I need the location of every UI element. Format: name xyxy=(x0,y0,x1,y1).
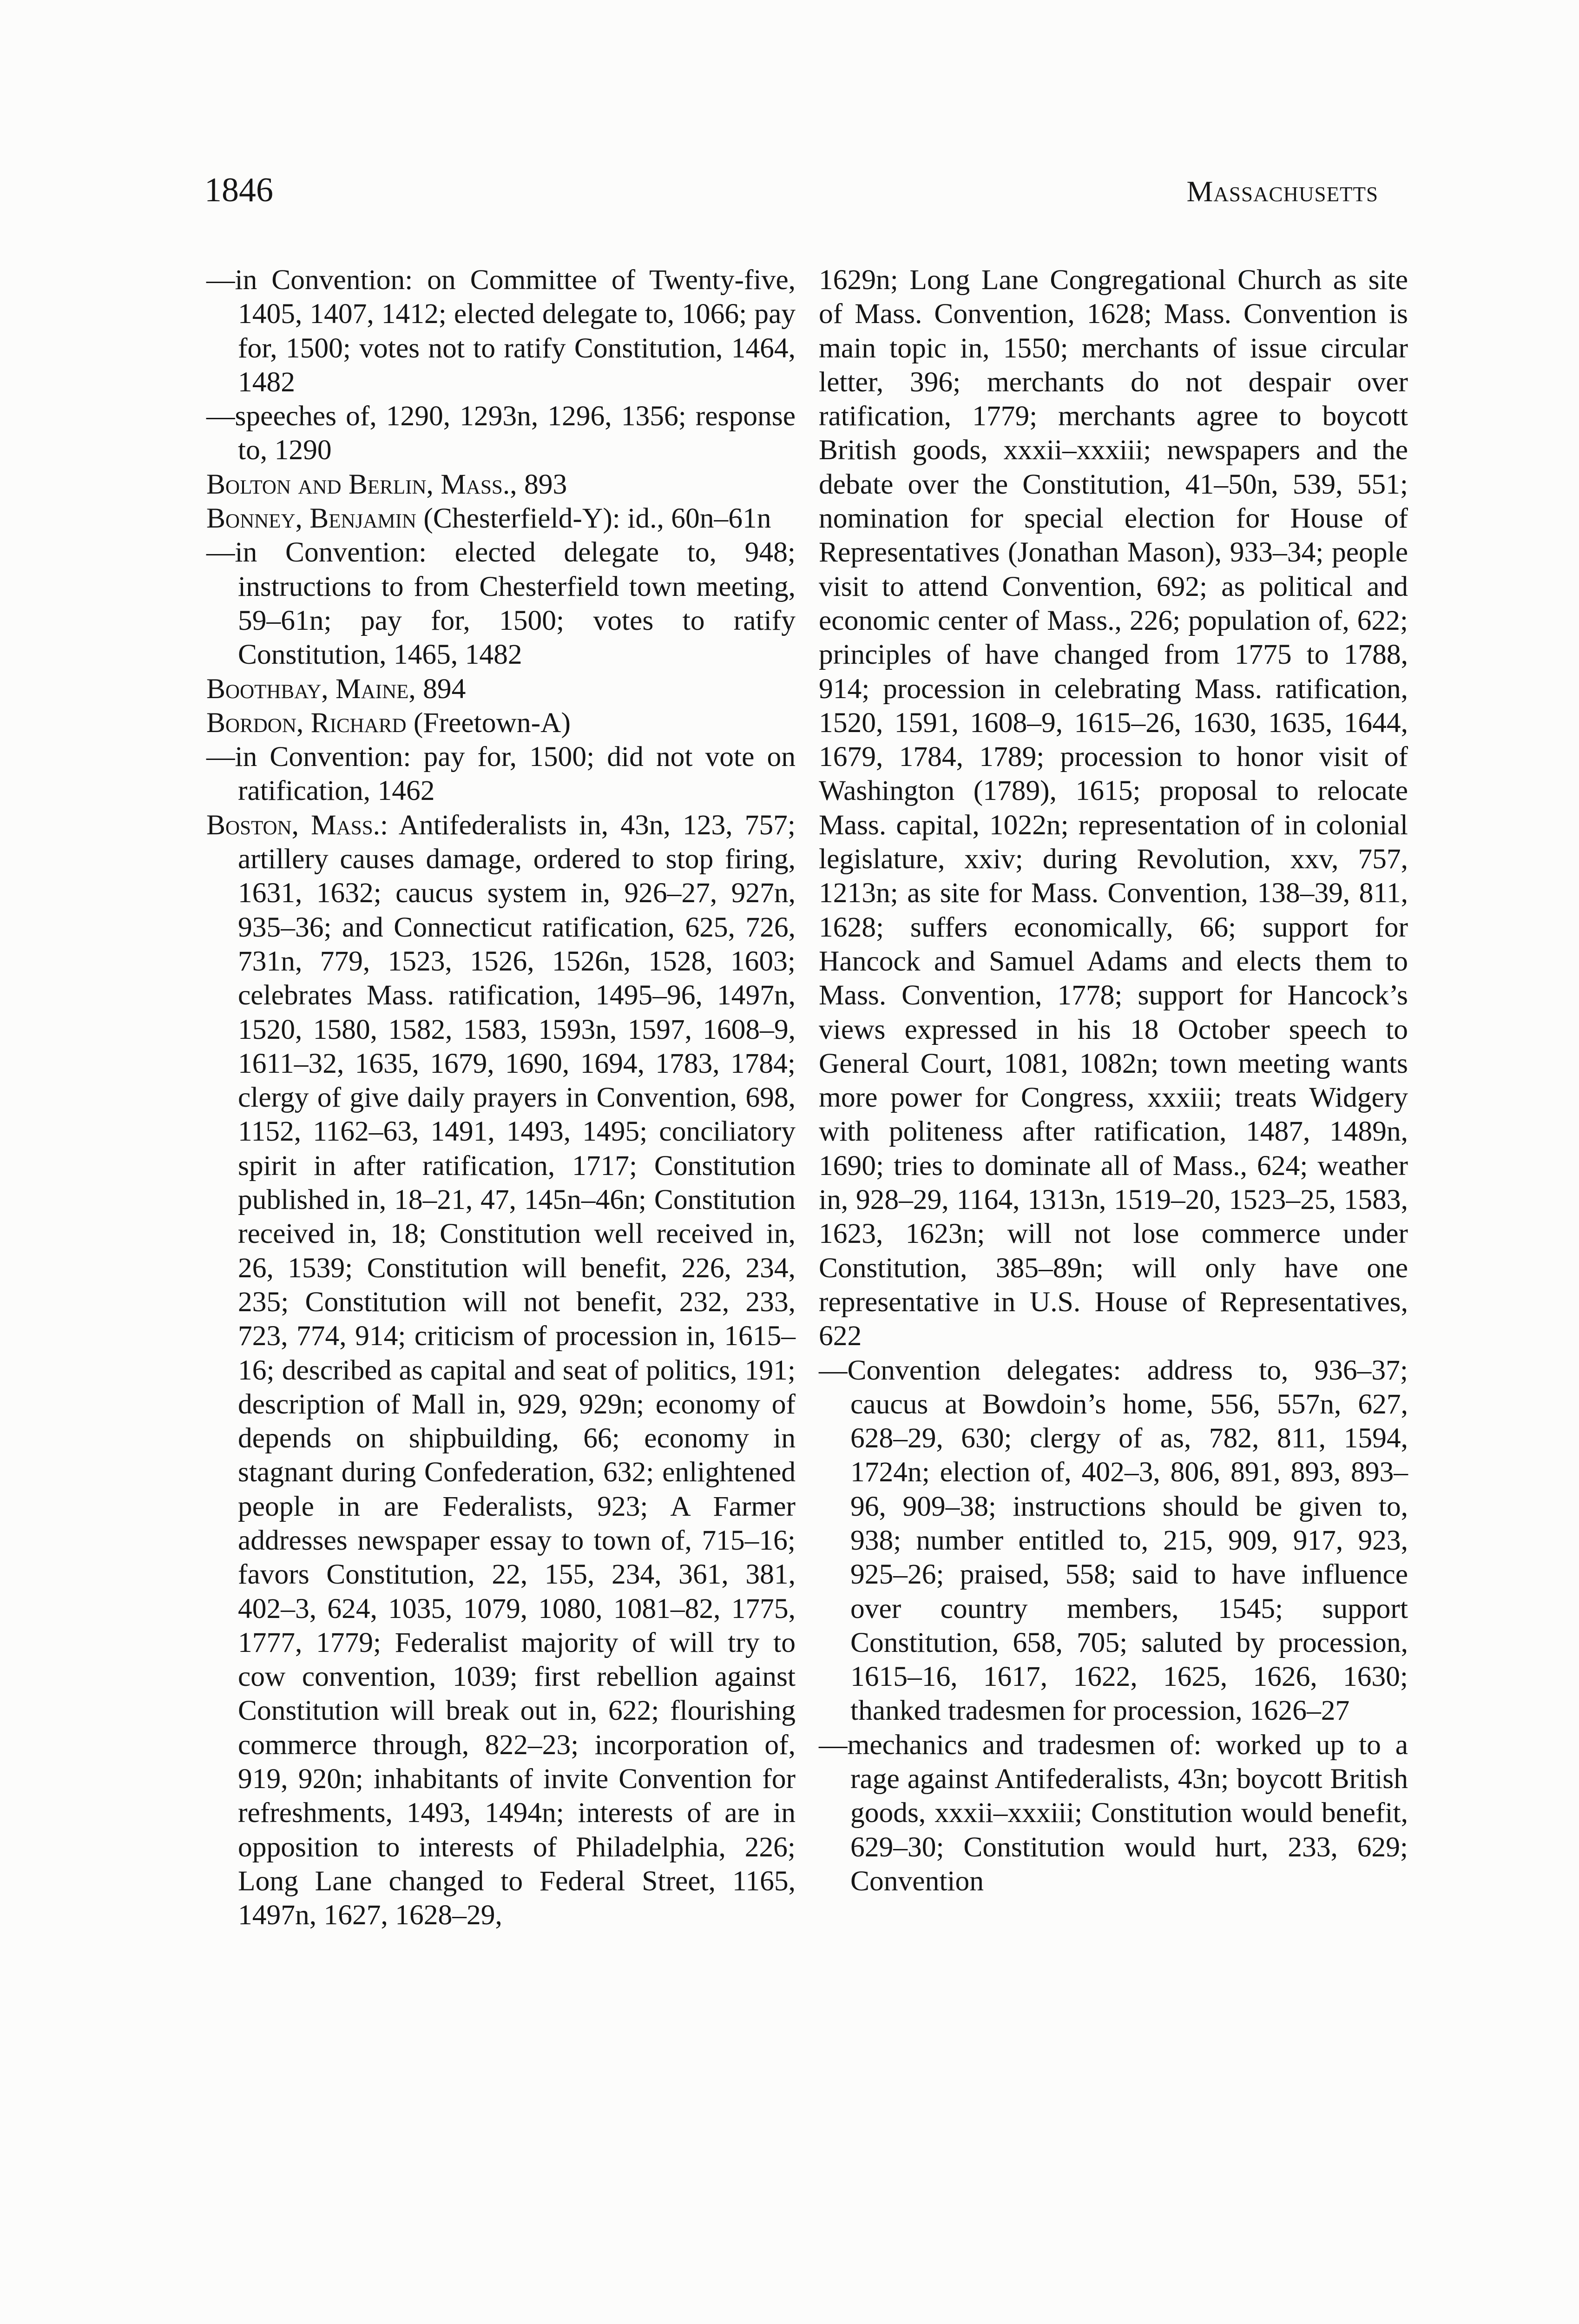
index-subentry: —in Convention: pay for, 1500; did not vote on ratification, 1462 xyxy=(206,741,796,807)
index-entry-text: (Freetown-A) xyxy=(406,706,571,739)
index-entry-text: Antifederalists in, 43n, 123, 757; artillery causes damage, ordered to stop firing, 1631, 1632; caucus system in, 926–27, 927n, 935–36; and Connecticut ratification, 625, 726, 731n, 779, 1523, 1526, 1526n, 1528, 1603; celebrates Mass. ratification, 1495–96, 1497n, 1520, 1580, 1582, 1583, 1593n, 1597, 1608–9, 1611–32, 1635, 1679, 1690, 1694, 1783, 1784; clergy of give daily prayers in Convention, 698, 1152, 1162–63, 1491, 1493, 1495; conciliatory spirit in after ratification, 1717; Constitution published in, 18–21, 47, 145n–46n; Constitution received in, 18; Constitution well received in, 26, 1539; Constitution will benefit, 226, 234, 235; Constitution will not benefit, 232, 233, 723, 774, 914; criticism of procession in, 1615–16; described as capital and seat of politics, 191; description of Mall in, 929, 929n; economy of depends on shipbuilding, 66; economy in stagnant during Confederation, 632; enlightened people in are Federalists, 923; A Farmer addresses newspaper essay to town of, 715–16; favors Constitution, 22, 155, 234, 361, 381, 402–3, 624, 1035, 1079, 1080, 1081–82, 1775, 1777, 1779; Federalist majority of will try to cow convention, 1039; first rebellion against Constitution will break out in, 622; flourishing commerce through, 822–23; incorporation of, 919, 920n; inhabitants of invite Convention for refreshments, 1493, 1494n; interests of are in opposition to interests of Philadelphia, 226; Long Lane changed to Federal Street, 1165, 1497n, 1627, 1628–29, xyxy=(238,809,796,1931)
index-column-left xyxy=(206,263,796,1933)
index-subentry: —in Convention: on Committee of Twenty-five, 1405, 1407, 1412; elected delegate to, 1066; pay for, 1500; votes not to ratify Constitution, 1464, 1482 xyxy=(206,264,796,398)
index-entry xyxy=(206,706,796,740)
index-entry-text: 893 xyxy=(517,468,567,500)
running-head: Massachusetts xyxy=(1186,175,1378,208)
index-entry-continuation: 1629n; Long Lane Congregational Church as site of Mass. Convention, 1628; Mass. Convention is main topic in, 1550; merchants of issue circular letter, 396; merchants do not despair over ratification, 1779; merchants agree to boycott British goods, xxxii–xxxiii; newspapers and the debate over the Constitution, 41–50n, 539, 551; nomination for special election for House of Representatives (Jonathan Mason), 933–34; people visit to attend Convention, 692; as political and economic center of Mass., 226; population of, 622; principles of have changed from 1775 to 1788, 914; procession in celebrating Mass. ratification, 1520, 1591, 1608–9, 1615–26, 1630, 1635, 1644, 1679, 1784, 1789; procession to honor visit of Washington (1789), 1615; proposal to relocate Mass. capital, 1022n; representation of in colonial legislature, xxiv; during Revolution, xxv, 757, 1213n; as site for Mass. Convention, 138–39, 811, 1628; suffers economically, 66; support for Hancock and Samuel Adams and elects them to Mass. Convention, 1778; support for Hancock’s views expressed in his 18 October speech to General Court, 1081, 1082n; town meeting wants more power for Congress, xxxiii; treats Widgery with politeness after ratification, 1487, 1489n, 1690; tries to dominate all of Mass., 624; weather in, 928–29, 1164, 1313n, 1519–20, 1523–25, 1583, 1623, 1623n; will not lose commerce under Constitution, 385–89n; will only have one representative in U.S. House of Representatives, 622 xyxy=(819,264,1408,1352)
index-column-right xyxy=(819,263,1408,1898)
index-entry xyxy=(206,502,796,535)
index-headword: Bolton and Berlin, Mass., xyxy=(206,468,517,500)
index-entry-text: 894 xyxy=(415,673,466,705)
index-headword: Boothbay, Maine, xyxy=(206,673,416,705)
index-entry-text: (Chesterfield-Y): id., 60n–61n xyxy=(416,502,771,535)
page-number: 1846 xyxy=(204,171,273,209)
index-headword: Bordon, Richard xyxy=(206,706,407,739)
index-headword: Bonney, Benjamin xyxy=(206,502,416,535)
index-subentry: —mechanics and tradesmen of: worked up to a rage against Antifederalists, 43n; boycott British goods, xxxii–xxxiii; Constitution would benefit, 629–30; Constitution would hurt, 233, 629; Convention xyxy=(819,1729,1408,1897)
index-subentry: —in Convention: elected delegate to, 948; instructions to from Chesterfield town meeting, 59–61n; pay for, 1500; votes to ratify Constitution, 1465, 1482 xyxy=(206,536,796,671)
index-subentry: —speeches of, 1290, 1293n, 1296, 1356; response to, 1290 xyxy=(206,400,796,466)
index-entry xyxy=(206,808,796,1933)
index-entry xyxy=(206,672,796,706)
index-subentry: —Convention delegates: address to, 936–37; caucus at Bowdoin’s home, 556, 557n, 627, 628–29, 630; clergy of as, 782, 811, 1594, 1724n; election of, 402–3, 806, 891, 893, 893–96, 909–38; instructions should be given to, 938; number entitled to, 215, 909, 917, 923, 925–26; praised, 558; said to have influence over country members, 1545; support Constitution, 658, 705; saluted by procession, 1615–16, 1617, 1622, 1625, 1626, 1630; thanked tradesmen for procession, 1626–27 xyxy=(819,1354,1408,1727)
index-entry xyxy=(206,468,796,502)
index-headword: Boston, Mass.: xyxy=(206,809,388,841)
